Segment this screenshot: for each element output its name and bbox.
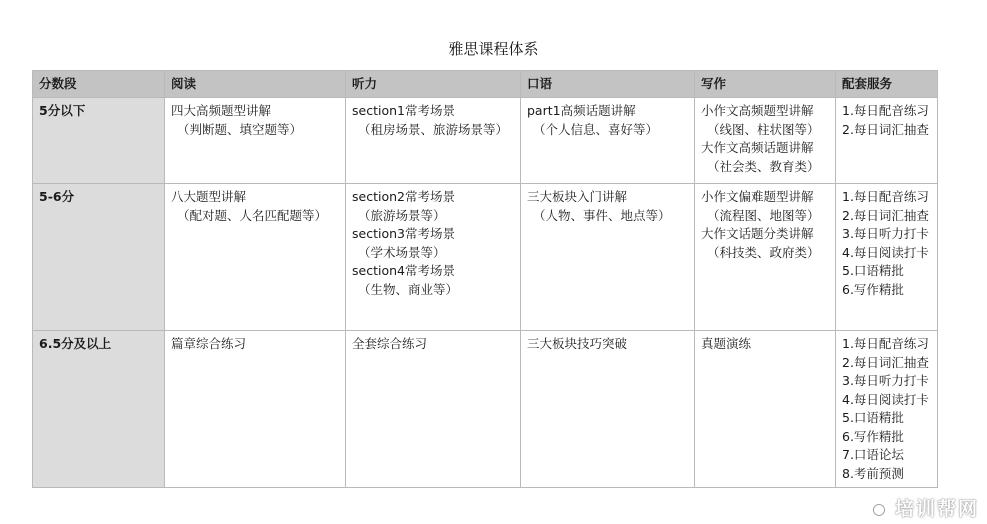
listening-cell — [346, 98, 521, 184]
writing-cell — [695, 331, 836, 488]
cell-line: （配对题、人名匹配题等） — [177, 207, 328, 223]
band-cell: 5-6分 — [33, 184, 165, 331]
cell-line: 5.口语精批 — [842, 263, 904, 278]
watermark — [867, 494, 979, 521]
course-table — [32, 70, 938, 488]
cell-line: 大作文高频话题讲解 — [701, 140, 814, 155]
cell-line: 小作文偏难题型讲解 — [701, 189, 814, 204]
cell-line: 4.每日阅读打卡 — [842, 244, 929, 260]
cell-line: （人物、事件、地点等） — [533, 207, 671, 223]
cell-line: 2.每日词汇抽查 — [842, 207, 929, 223]
header-listening: 听力 — [346, 71, 521, 98]
cell-line: section4常考场景 — [352, 263, 455, 278]
services-cell — [836, 331, 938, 488]
cell-line: 4.每日阅读打卡 — [842, 391, 929, 407]
cell-line: （判断题、填空题等） — [177, 121, 303, 137]
speaking-cell — [521, 331, 695, 488]
cell-line: 全套综合练习 — [352, 336, 428, 351]
band-cell: 5分以下 — [33, 98, 165, 184]
cell-line: 真题演练 — [701, 336, 752, 351]
cell-line: 6.写作精批 — [842, 281, 904, 297]
cell-line: 三大板块入门讲解 — [527, 189, 628, 204]
cell-line: 3.每日听力打卡 — [842, 373, 929, 388]
cell-line: 1.每日配音练习 — [842, 189, 929, 204]
cell-line: 6.写作精批 — [842, 428, 904, 444]
speaking-cell — [521, 184, 695, 331]
cell-line: 三大板块技巧突破 — [527, 336, 628, 351]
cell-line: （生物、商业等） — [358, 281, 459, 297]
cell-line: （科技类、政府类） — [707, 244, 820, 260]
cell-line: （学术场景等） — [358, 244, 446, 260]
cell-line: 篇章综合练习 — [171, 336, 247, 351]
cell-line: 5.口语精批 — [842, 410, 904, 425]
sun-logo-icon — [867, 497, 891, 519]
cell-line: 四大高频题型讲解 — [171, 103, 272, 118]
watermark-text: 培训帮网 — [894, 498, 979, 520]
services-cell — [836, 98, 938, 184]
reading-cell — [165, 331, 346, 488]
table-row — [33, 184, 938, 331]
speaking-cell — [521, 98, 695, 184]
cell-line: 3.每日听力打卡 — [842, 226, 929, 241]
table-row — [33, 98, 938, 184]
header-band: 分数段 — [33, 71, 165, 98]
band-cell: 6.5分及以上 — [33, 331, 165, 488]
listening-cell — [346, 184, 521, 331]
cell-line: section3常考场景 — [352, 226, 455, 241]
cell-line: section2常考场景 — [352, 189, 455, 204]
table-row — [33, 331, 938, 488]
cell-line: 小作文高频题型讲解 — [701, 103, 814, 118]
cell-line: section1常考场景 — [352, 103, 455, 118]
writing-cell — [695, 98, 836, 184]
cell-line: 7.口语论坛 — [842, 447, 904, 462]
header-row — [33, 71, 938, 98]
services-cell — [836, 184, 938, 331]
header-reading: 阅读 — [165, 71, 346, 98]
cell-line: 大作文话题分类讲解 — [701, 226, 814, 241]
cell-line: 2.每日词汇抽查 — [842, 121, 929, 137]
cell-line: 8.考前预测 — [842, 465, 904, 481]
cell-line: 1.每日配音练习 — [842, 103, 929, 118]
cell-line: 八大题型讲解 — [171, 189, 247, 204]
cell-line: part1高频话题讲解 — [527, 103, 636, 118]
document-title: 雅思课程体系 — [448, 40, 539, 58]
reading-cell — [165, 98, 346, 184]
cell-line: （租房场景、旅游场景等） — [358, 121, 509, 137]
cell-line: （旅游场景等） — [358, 207, 446, 223]
cell-line: （社会类、教育类） — [707, 158, 820, 174]
cell-line: 2.每日词汇抽查 — [842, 354, 929, 370]
cell-line: 1.每日配音练习 — [842, 336, 929, 351]
header-services: 配套服务 — [836, 71, 938, 98]
writing-cell — [695, 184, 836, 331]
cell-line: （个人信息、喜好等） — [533, 121, 659, 137]
header-writing: 写作 — [695, 71, 836, 98]
header-speaking: 口语 — [521, 71, 695, 98]
cell-line: （流程图、地图等） — [707, 207, 820, 223]
listening-cell — [346, 331, 521, 488]
cell-line: （线图、柱状图等） — [707, 121, 820, 137]
reading-cell — [165, 184, 346, 331]
